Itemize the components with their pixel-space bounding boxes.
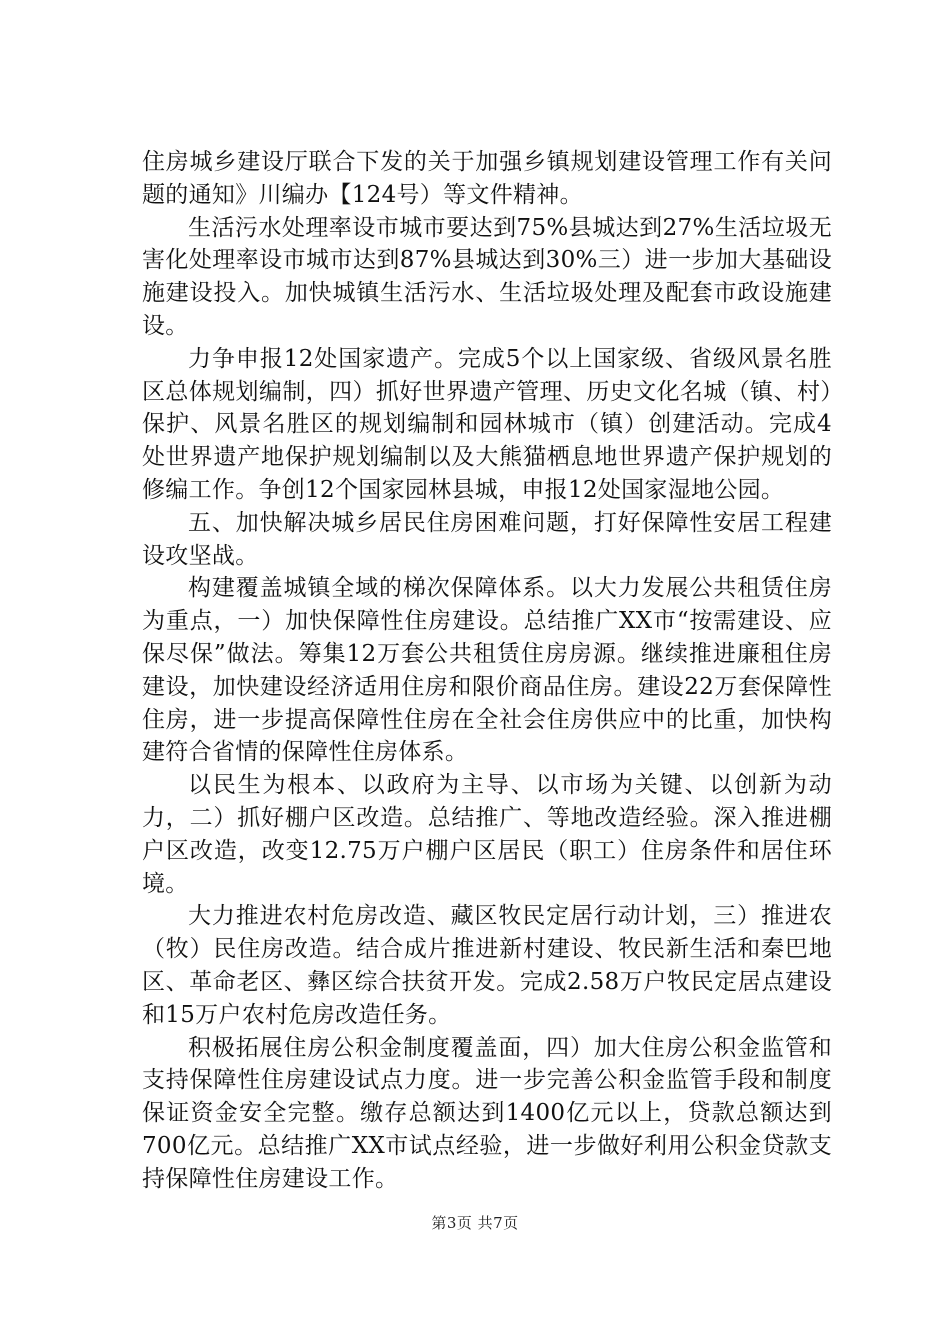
- paragraph-continuation: 住房城乡建设厅联合下发的关于加强乡镇规划建设管理工作有关问题的通知》川编办【124号）等文件精神。: [142, 149, 832, 208]
- page-number-footer: 第3页 共7页: [431, 1214, 519, 1232]
- paragraph-rural-housing: 大力推进农村危房改造、藏区牧民定居行动计划，三）推进农（牧）民住房改造。结合成片推进新村建设、牧民新生活和秦巴地区、革命老区、彝区综合扶贫开发。完成2.58万户牧民定居点建设和15万户农村危房改造任务。: [142, 903, 832, 1028]
- paragraph-sewage-treatment: 生活污水处理率设市城市要达到75%县城达到27%生活垃圾无害化处理率设市城市达到87%县城达到30%三）进一步加大基础设施建设投入。加快城镇生活污水、生活垃圾处理及配套市政设施建设。: [142, 214, 832, 339]
- paragraph-section-five-heading: 五、加快解决城乡居民住房困难问题，打好保障性安居工程建设攻坚战。: [142, 509, 832, 569]
- paragraph-shantytown: 以民生为根本、以政府为主导、以市场为关键、以创新为动力，二）抓好棚户区改造。总结推广、等地改造经验。深入推进棚户区改造，改变12.75万户棚户区居民（职工）住房条件和居住环境。: [142, 772, 832, 897]
- paragraph-housing-fund: 积极拓展住房公积金制度覆盖面，四）加大住房公积金监管和支持保障性住房建设试点力度。进一步完善公积金监管手段和制度保证资金安全完整。缴存总额达到1400亿元以上，贷款总额达到700亿元。总结推广XX市试点经验，进一步做好利用公积金贷款支持保障性住房建设工作。: [142, 1034, 832, 1192]
- paragraph-heritage: 力争申报12处国家遗产。完成5个以上国家级、省级风景名胜区总体规划编制，四）抓好世界遗产管理、历史文化名城（镇、村）保护、风景名胜区的规划编制和园林城市（镇）创建活动。完成4处世界遗产地保护规划编制以及大熊猫栖息地世界遗产保护规划的修编工作。争创12个国家园林县城，申报12处国家湿地公园。: [142, 345, 832, 503]
- paragraph-affordable-housing: 构建覆盖城镇全域的梯次保障体系。以大力发展公共租赁住房为重点，一）加快保障性住房建设。总结推广XX市“按需建设、应保尽保”做法。筹集12万套公共租赁住房房源。继续推进廉租住房建设，加快建设经济适用住房和限价商品住房。建设22万套保障性住房，进一步提高保障性住房在全社会住房供应中的比重，加快构建符合省情的保障性住房体系。: [142, 575, 832, 766]
- document-body: [142, 146, 832, 1196]
